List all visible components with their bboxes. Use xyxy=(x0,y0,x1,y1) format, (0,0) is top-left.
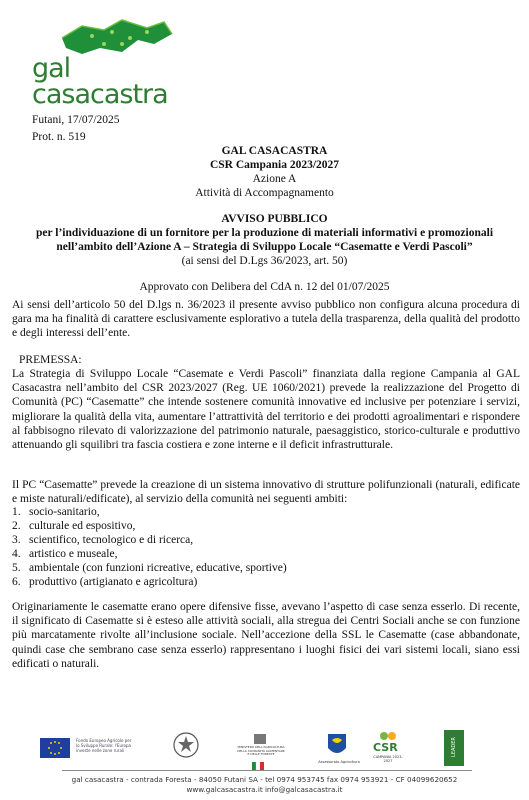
notice-subtitle-2: nell’ambito dell’Azione A – Strategia di Sviluppo Locale “Casematte e Verdi Pascoli” xyxy=(56,241,473,253)
footer-address: gal casacastra - contrada Foresta - 84050 Futani SA - tel 0974 953745 fax 0974 953921 - CF 04099620652 xyxy=(71,775,458,784)
eu-flag-icon xyxy=(40,738,70,758)
leader-logo xyxy=(444,730,464,766)
map-icon xyxy=(52,18,202,58)
logo-line-1: gal xyxy=(32,53,71,84)
activity-name: Attività di Accompagnamento xyxy=(195,187,334,199)
footer-web: www.galcasacastra.it info@galcasacastra.it xyxy=(186,785,343,794)
document-date: Futani, 17/07/2025 xyxy=(32,114,120,126)
notice-subtitle-1: per l’individuazione di un fornitore per la produzione di materiali informativi e promozionali xyxy=(35,227,494,239)
csr-sublabel: CAMPANIA 2023-2027 xyxy=(373,755,403,763)
italian-emblem-icon xyxy=(172,730,200,760)
premise-paragraph: La Strategia di Sviluppo Locale “Casemate e Verdi Pascoli” finanziata dalla regione Campania al GAL Casacastra nell’ambito del CSR 2023/2027 (Reg. UE 1060/2021) prevede la realizzazione del Progetto di Comunità (PC) “Casematte” che intende sostenere comunità innovative ed inclusive per potenziare i servizi, migliorare la qualità della vita, aumentare l’attrattività del territorio e dei prodotti agroalimentari e rispondere al fabbisogno rilevato di valorizzazione del patrimonio naturale, paesaggistico, storico-culturale e produttivo attenuando gli squilibri tra fascia costiera e zone interne e il deficit infrastrutturale. xyxy=(12,368,520,452)
list-item: 4. artistico e museale, xyxy=(12,548,118,561)
footer-logos xyxy=(30,730,500,772)
italy-flag-icon xyxy=(252,762,264,770)
list-item: 2. culturale ed espositivo, xyxy=(12,520,136,533)
list-item: 5. ambientale (con funzioni ricreative, educative, sportive) xyxy=(12,562,287,575)
legal-reference: (ai sensi del D.Lgs 36/2023, art. 50) xyxy=(181,255,348,267)
list-item: 1. socio-sanitario, xyxy=(12,506,100,518)
ministry-crest-icon xyxy=(252,732,268,746)
csr-label: CSR xyxy=(373,741,398,754)
history-paragraph: Originariamente le casematte erano opere difensive fisse, avevano l’aspetto di case senza esserlo. Di recente, il significato di Casematte si è esteso alle attività sociali, alla stregua dei Centri Sociali anche se con funzione più marcatamente rivolte all’inclusione sociale. Nell’accezione della SSL le Casematte (case abbandonate, quindi case che sembrano case senza esserlo) rappresentano i luoghi fisici dei vari sistemi locali, siano essi edificati o naturali. xyxy=(12,601,520,670)
org-name: GAL CASACASTRA xyxy=(221,145,328,157)
action-name: Azione A xyxy=(252,173,297,185)
notice-title: AVVISO PUBBLICO xyxy=(221,213,328,225)
list-item: 3. scientifico, tecnologico e di ricerca, xyxy=(12,534,194,547)
eu-fund-text: Fondo Europeo Agricolo per lo Sviluppo Rurale: l'Europa investe nelle zone rurali xyxy=(76,738,132,753)
gal-logo xyxy=(14,18,168,110)
campania-region-icon xyxy=(326,732,348,758)
ministry-text: MINISTERO DELL'AGRICOLTURA DELLA SOVRANITÀ ALIMENTARE E DELLE FORESTE xyxy=(237,745,285,757)
logo-line-2: casacastra xyxy=(32,79,168,110)
premise-heading: PREMESSA: xyxy=(19,354,82,366)
intro-paragraph: Ai sensi dell’articolo 50 del D.lgs n. 36/2023 il presente avviso pubblico non configura alcuna procedura di gara ma ha finalità di carattere esclusivamente esplorativo a tutela della trasparenza, della qualità del prodotto e degli interessi dell’ente. xyxy=(12,299,520,340)
approval-line: Approvato con Delibera del CdA n. 12 del 01/07/2025 xyxy=(139,281,390,293)
protocol-number: Prot. n. 519 xyxy=(32,131,86,143)
program-name: CSR Campania 2023/2027 xyxy=(209,159,340,171)
list-item: 6. produttivo (artigianato e agricoltura) xyxy=(12,576,198,589)
pc-intro-paragraph: Il PC “Casematte” prevede la creazione di un sistema innovativo di strutture polifunzionali (naturali, edificate e miste naturali/edificate), al servizio della comunità nei seguenti ambiti: xyxy=(12,479,520,506)
region-text: Assessorato Agricoltura xyxy=(318,760,360,764)
leader-label: LEADER xyxy=(451,737,457,757)
footer-divider xyxy=(62,770,472,771)
areas-list xyxy=(12,505,287,590)
